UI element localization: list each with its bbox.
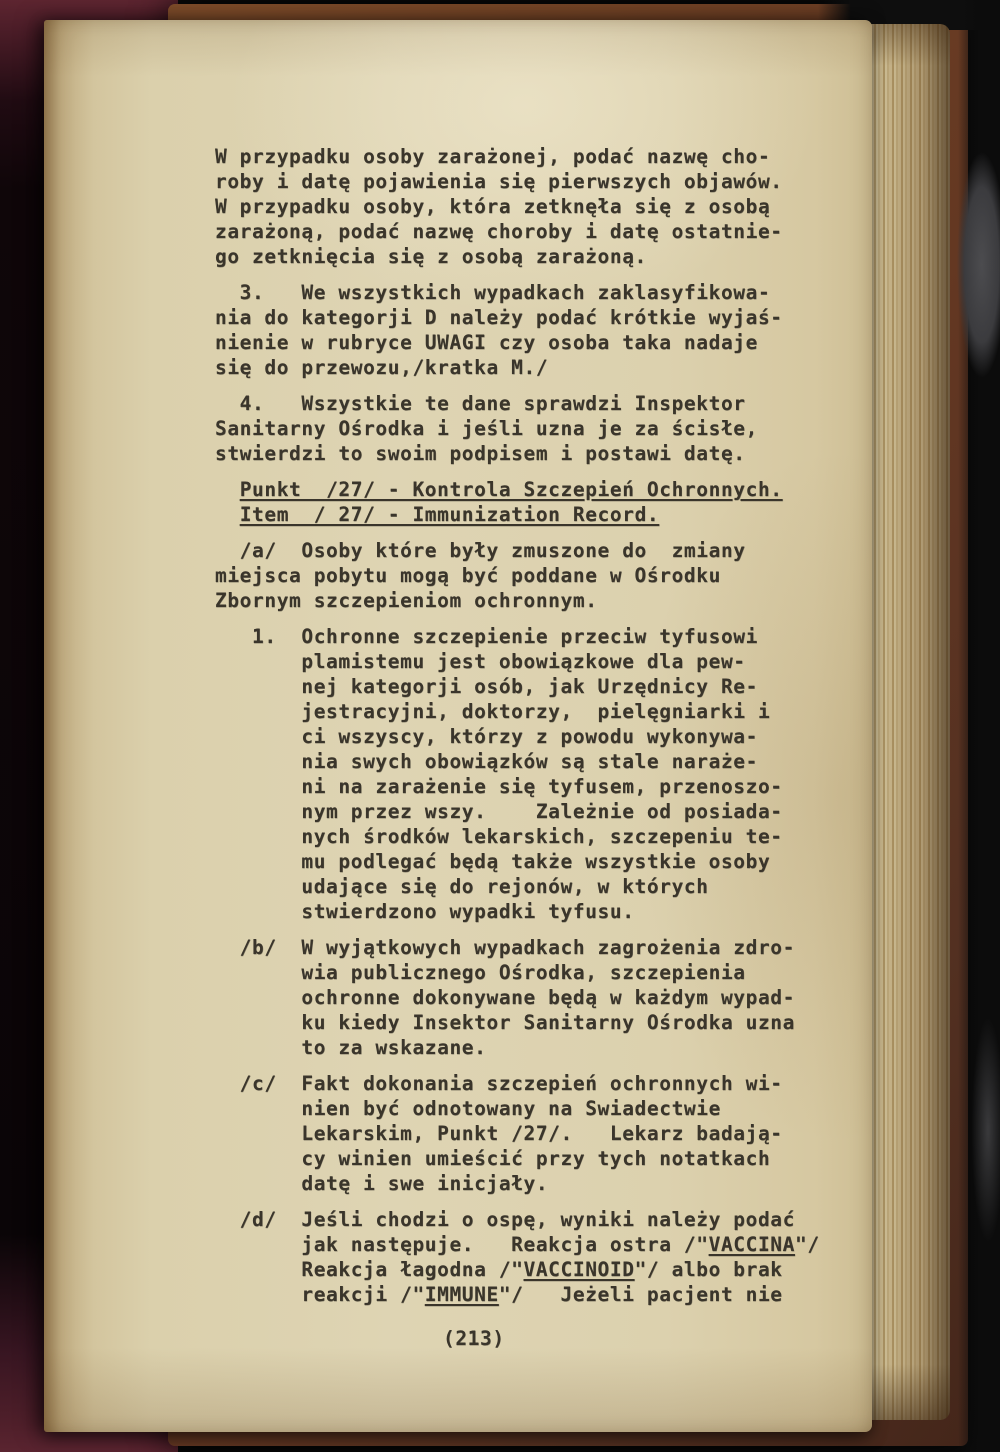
paragraph-3 [215, 280, 820, 380]
text-line: udające się do rejonów, w których [215, 875, 709, 898]
list-item-b [215, 935, 820, 1060]
text-line: nia swych obowiązków są stale naraże- [215, 750, 758, 773]
text-line: W przypadku osoby, która zetknęła się z osobą [215, 195, 771, 218]
text-line: nym przez wszy. Zależnie od posiada- [215, 800, 783, 823]
text-line: cy winien umieścić przy tych notatkach [215, 1147, 771, 1170]
text-line: go zetknięcia się z osobą zarażoną. [215, 245, 647, 268]
text-line: wia publicznego Ośrodka, szczepienia [215, 961, 746, 984]
text-line: /d/ Jeśli chodzi o ospę, wyniki należy podać [215, 1208, 795, 1231]
text-line: mu podlegać będą także wszystkie osoby [215, 850, 771, 873]
text-block [215, 144, 820, 1318]
page-number: (213) [443, 1327, 505, 1350]
underlined-text: Item / 27/ - Immunization Record. [239, 503, 660, 526]
document-page [44, 20, 872, 1432]
heading-punkt-item-27 [215, 477, 820, 527]
text-line: nia do kategorji D należy podać krótkie wyjaś- [215, 306, 783, 329]
text-line: 4. Wszystkie te dane sprawdzi Inspektor [215, 392, 746, 415]
text-line: zarażoną, podać nazwę choroby i datę ostatnie- [215, 220, 783, 243]
text-line: Sanitarny Ośrodka i jeśli uzna je za ścisłe, [215, 417, 758, 440]
text-line [215, 477, 820, 502]
list-item-1 [215, 624, 820, 924]
underlined-text: VACCINA [708, 1233, 795, 1256]
text-line: miejsca pobytu mogą być poddane w Ośrodku [215, 564, 721, 587]
text-line: /a/ Osoby które były zmuszone do zmiany [215, 539, 746, 562]
text-line: ci wszyscy, którzy z powodu wykonywa- [215, 725, 758, 748]
text-line: nienie w rubryce UWAGI czy osoba taka nadaje [215, 331, 758, 354]
text-line [215, 502, 820, 527]
underlined-text: IMMUNE [424, 1283, 499, 1306]
text-line: jestracyjni, doktorzy, pielęgniarki i [215, 700, 771, 723]
text-line: ni na zarażenie się tyfusem, przenoszo- [215, 775, 783, 798]
paragraph-4 [215, 391, 820, 466]
text-line: to za wskazane. [215, 1036, 487, 1059]
text-line: W przypadku osoby zarażonej, podać nazwę cho- [215, 145, 771, 168]
underlined-text: Punkt /27/ - Kontrola Szczepień Ochronnych. [239, 478, 783, 501]
list-item-d [215, 1207, 820, 1307]
underlined-text: VACCINOID [523, 1258, 635, 1281]
background-patch-upper [948, 138, 1000, 420]
intro-paragraph [215, 144, 820, 269]
text-line: roby i datę pojawienia się pierwszych objawów. [215, 170, 783, 193]
text-line: /b/ W wyjątkowych wypadkach zagrożenia zdro- [215, 936, 795, 959]
text-line: 3. We wszystkich wypadkach zaklasyfikowa- [215, 281, 771, 304]
text-line: ochronne dokonywane będą w każdym wypad- [215, 986, 795, 1009]
text-line: stwierdzi to swoim podpisem i postawi datę. [215, 442, 746, 465]
text-line: nien być odnotowany na Swiadectwie [215, 1097, 721, 1120]
text-line: jak następuje. Reakcja ostra /"VACCINA"/ [215, 1233, 820, 1256]
text-line: reakcji /"IMMUNE"/ Jeżeli pacjent nie [215, 1283, 783, 1306]
text-line: się do przewozu,/kratka M./ [215, 356, 549, 379]
background-patch-lower [960, 980, 1000, 1280]
text-line: /c/ Fakt dokonania szczepień ochronnych wi- [215, 1072, 783, 1095]
text-line: stwierdzono wypadki tyfusu. [215, 900, 635, 923]
text-line: nych środków lekarskich, szczepeniu te- [215, 825, 783, 848]
paragraph-a [215, 538, 820, 613]
text-line: datę i swe inicjały. [215, 1172, 549, 1195]
text-line: Reakcja łagodna /"VACCINOID"/ albo brak [215, 1258, 783, 1281]
text-line: ku kiedy Insektor Sanitarny Ośrodka uzna [215, 1011, 795, 1034]
text-line: 1. Ochronne szczepienie przeciw tyfusowi [215, 625, 758, 648]
text-line: plamistemu jest obowiązkowe dla pew- [215, 650, 746, 673]
text-line: Zbornym szczepieniom ochronnym. [215, 589, 598, 612]
text-line: Lekarskim, Punkt /27/. Lekarz badają- [215, 1122, 783, 1145]
text-line: nej kategorji osób, jak Urzędnicy Re- [215, 675, 758, 698]
list-item-c [215, 1071, 820, 1196]
